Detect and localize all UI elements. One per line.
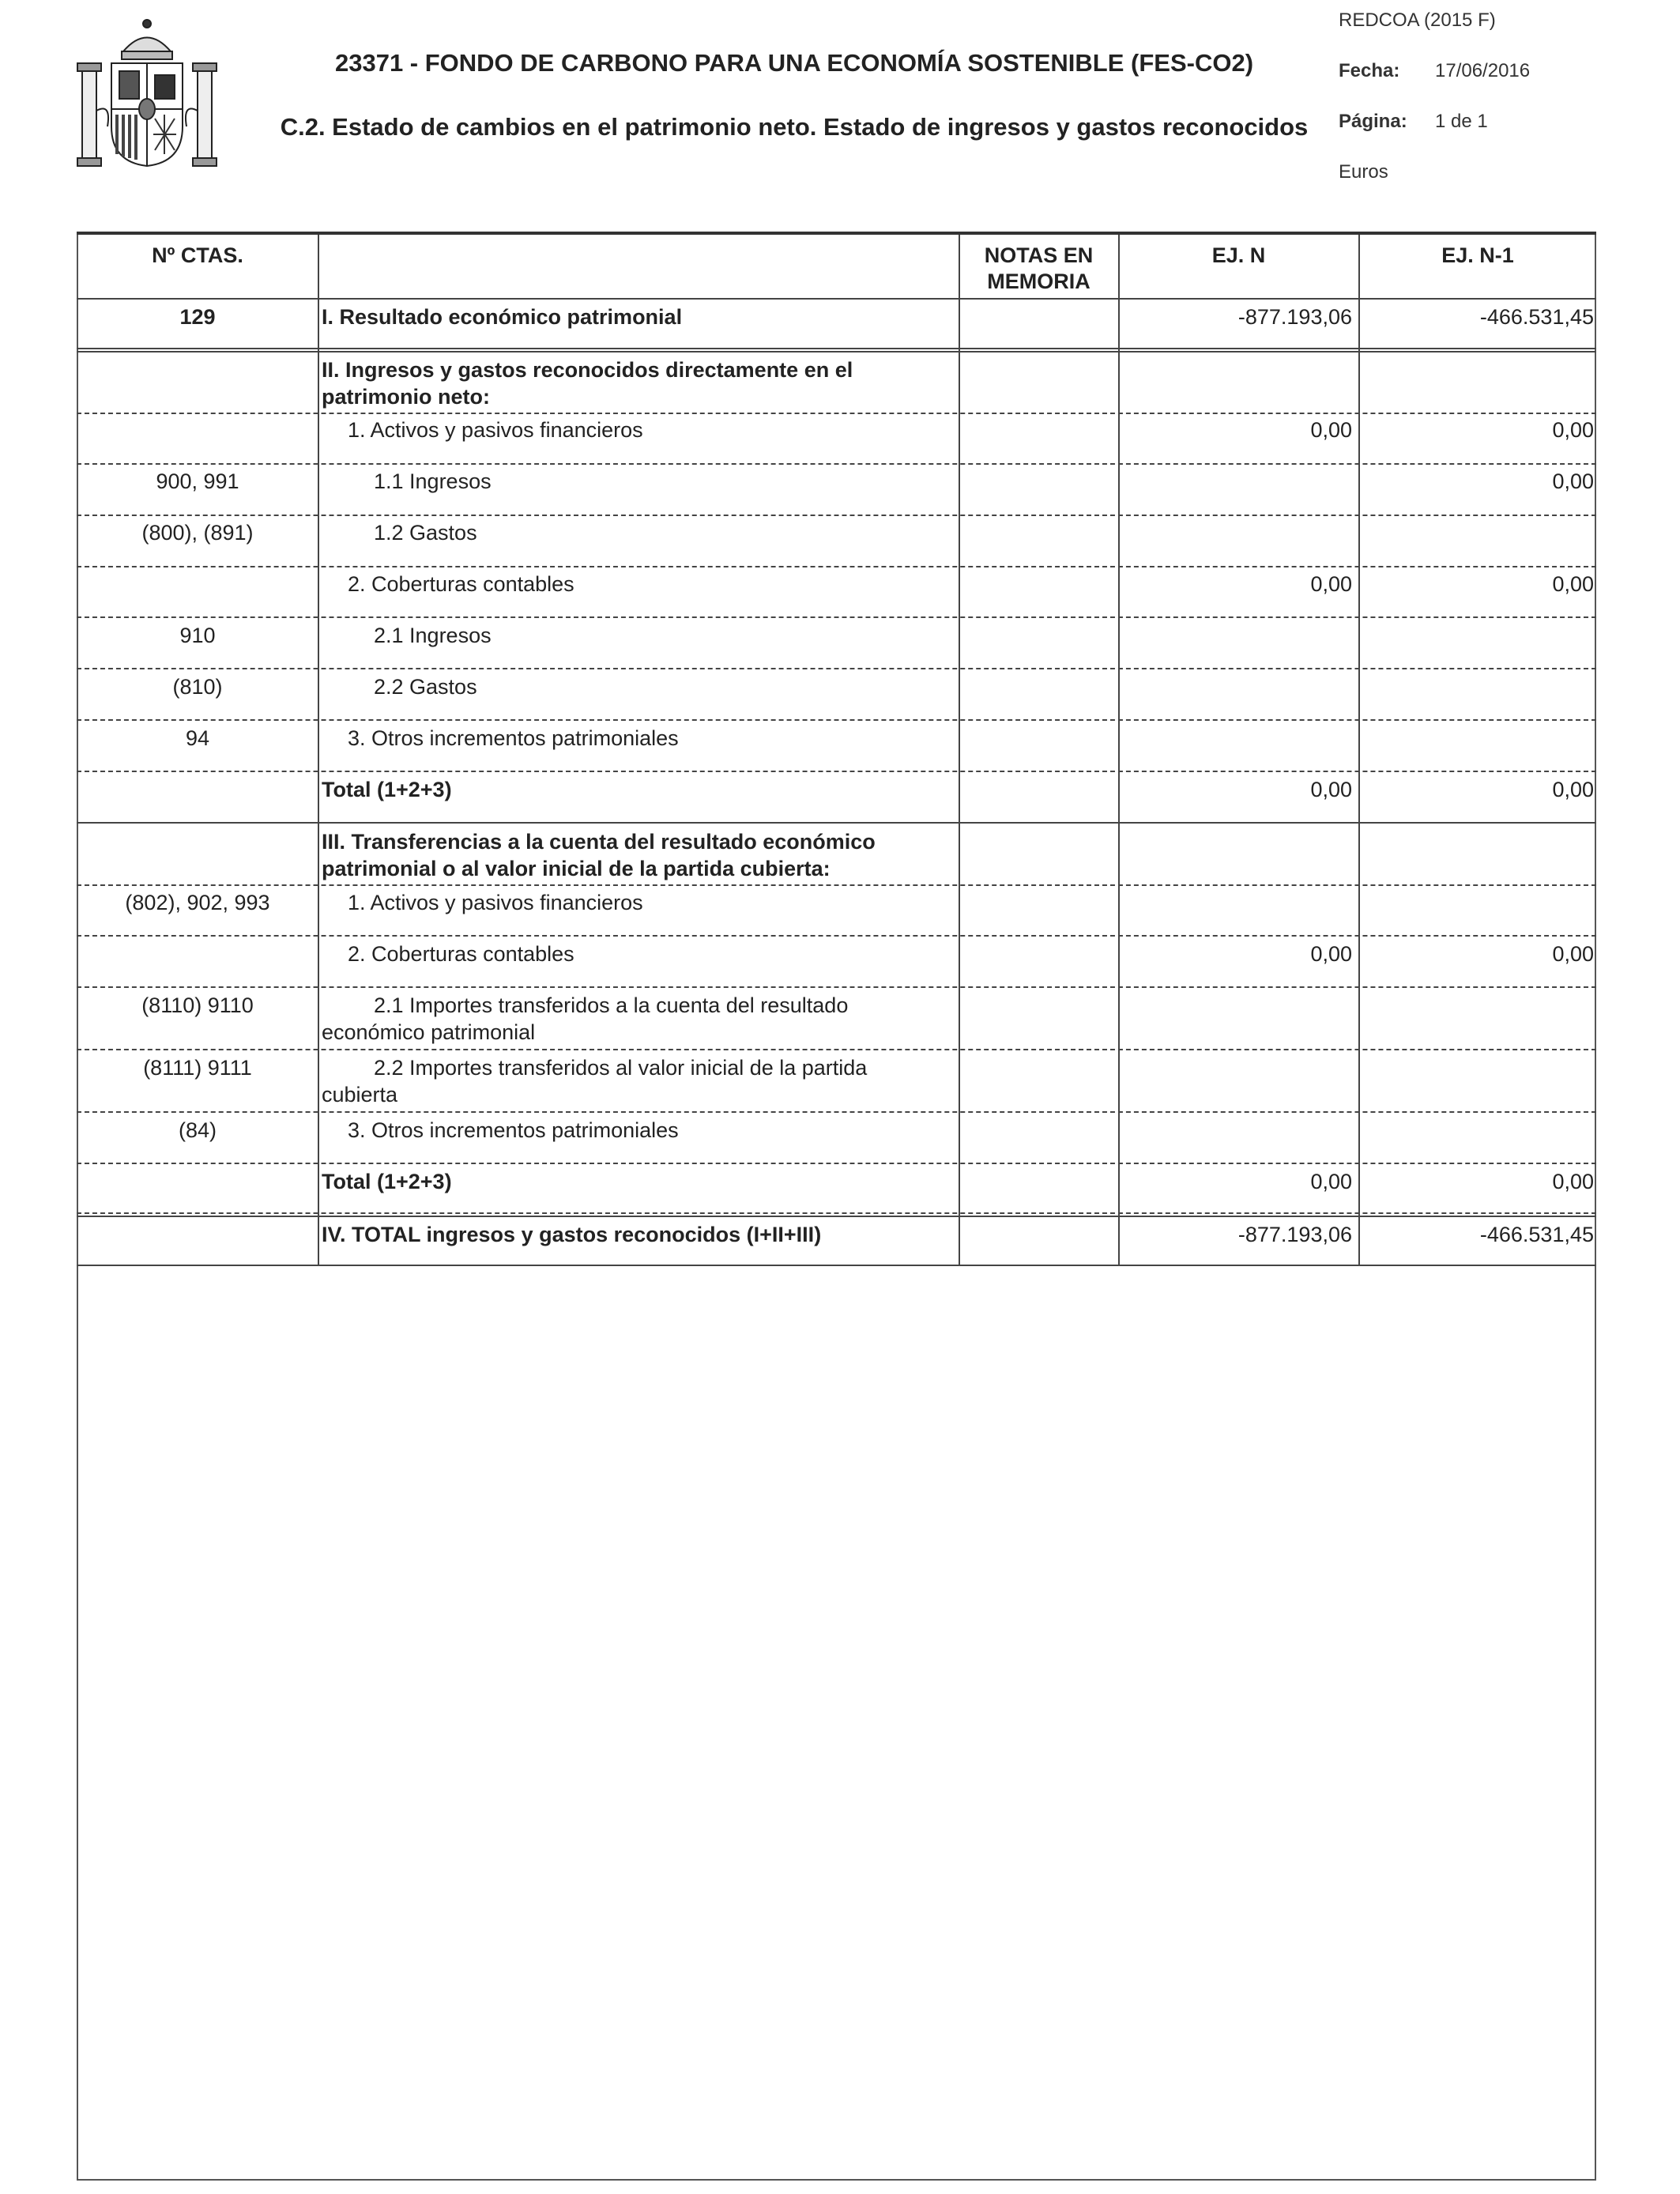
- row-divider: [77, 1163, 1596, 1164]
- table-row-accounts: 910: [179, 624, 216, 647]
- table-row-concept: 3. Otros incrementos patrimoniales: [348, 726, 679, 750]
- row-divider: [77, 668, 1596, 669]
- table-row-accounts: 129: [179, 305, 216, 329]
- table-row-concept: I. Resultado económico patrimonial: [322, 305, 683, 329]
- coat-of-arms-icon: [76, 16, 218, 170]
- table-row-year-n: 0,00: [1310, 778, 1352, 801]
- table-top-rule: [77, 232, 1596, 235]
- row-divider: [77, 719, 1596, 721]
- table-row-concept: III. Transferencias a la cuenta del resultado económico patrimonial o al valor inicial de la partida cubierta:: [322, 830, 876, 880]
- row-divider: [77, 515, 1596, 516]
- table-row-concept: II. Ingresos y gastos reconocidos directamente en el patrimonio neto:: [322, 358, 853, 409]
- column-header-year-n: EJ. N: [1211, 243, 1266, 267]
- row-divider: [77, 413, 1596, 414]
- table-row-accounts: (810): [172, 675, 223, 699]
- row-divider: [77, 566, 1596, 567]
- table-row-year-n1: 0,00: [1552, 942, 1594, 966]
- table-row-year-n: 0,00: [1310, 572, 1352, 596]
- table-row-accounts: 94: [185, 726, 210, 750]
- row-divider: [77, 463, 1596, 465]
- table-row-year-n: 0,00: [1310, 942, 1352, 966]
- report-code: REDCOA (2015 F): [1339, 9, 1496, 31]
- column-header-accounts: Nº CTAS.: [152, 243, 243, 267]
- row-divider: [77, 298, 1596, 300]
- table-row-concept: IV. TOTAL ingresos y gastos reconocidos (I+II+III): [322, 1223, 822, 1246]
- table-row-accounts: (8110) 9110: [141, 993, 254, 1017]
- row-divider: [77, 935, 1596, 937]
- table-row-year-n1: -466.531,45: [1479, 1223, 1594, 1246]
- table-row-concept: 1.1 Ingresos: [374, 469, 492, 493]
- table-row-concept: 1. Activos y pasivos financieros: [348, 891, 643, 914]
- table-row-year-n: 0,00: [1310, 1170, 1352, 1193]
- table-row-year-n1: 0,00: [1552, 418, 1594, 442]
- table-row-year-n1: 0,00: [1552, 1170, 1594, 1193]
- row-divider: [77, 1265, 1596, 1266]
- column-header-year-n1: EJ. N-1: [1441, 243, 1514, 267]
- table-row-concept: 2.1 Importes transferidos a la cuenta del resultado económico patrimonial: [322, 993, 849, 1044]
- table-row-year-n1: 0,00: [1552, 469, 1594, 493]
- column-header-notes: NOTAS EN MEMORIA: [984, 243, 1094, 293]
- table-row-year-n1: 0,00: [1552, 778, 1594, 801]
- table-row-accounts: (84): [178, 1118, 217, 1142]
- table-row-concept: 3. Otros incrementos patrimoniales: [348, 1118, 679, 1142]
- table-row-concept: 2.2 Importes transferidos al valor inicial de la partida cubierta: [322, 1056, 868, 1106]
- row-divider: [77, 884, 1596, 886]
- table-row-year-n1: -466.531,45: [1479, 305, 1594, 329]
- table-row-concept: Total (1+2+3): [322, 1170, 452, 1193]
- row-divider: [77, 616, 1596, 618]
- table-row-accounts: (800), (891): [141, 521, 254, 545]
- page-label: Página:: [1339, 111, 1407, 132]
- table-row-concept: 1.2 Gastos: [374, 521, 477, 545]
- document-title: 23371 - FONDO DE CARBONO PARA UNA ECONOMÍA SOSTENIBLE (FES-CO2): [334, 49, 1254, 77]
- table-row-concept: 2. Coberturas contables: [348, 942, 574, 966]
- table-row-accounts: (8111) 9111: [143, 1056, 252, 1080]
- table-row-concept: 2. Coberturas contables: [348, 572, 574, 596]
- row-divider: [77, 351, 1596, 352]
- table-row-year-n: -877.193,06: [1237, 305, 1352, 329]
- row-divider: [77, 771, 1596, 772]
- page-value: 1 de 1: [1435, 111, 1488, 132]
- table-row-year-n: 0,00: [1310, 418, 1352, 442]
- document-subtitle: C.2. Estado de cambios en el patrimonio neto. Estado de ingresos y gastos reconocidos: [280, 113, 1309, 141]
- table-row-year-n1: 0,00: [1552, 572, 1594, 596]
- table-row-year-n: -877.193,06: [1237, 1223, 1352, 1246]
- table-row-concept: 1. Activos y pasivos financieros: [348, 418, 643, 442]
- table-row-concept: 2.1 Ingresos: [374, 624, 492, 647]
- row-divider: [77, 822, 1596, 824]
- table-row-concept: 2.2 Gastos: [374, 675, 477, 699]
- table-row-accounts: 900, 991: [156, 469, 239, 493]
- date-value: 17/06/2016: [1435, 60, 1531, 81]
- row-divider: [77, 1212, 1596, 1214]
- table-row-concept: Total (1+2+3): [322, 778, 452, 801]
- row-divider: [77, 348, 1596, 349]
- table-row-accounts: (802), 902, 993: [125, 891, 270, 914]
- row-divider: [77, 986, 1596, 988]
- currency-label: Euros: [1339, 161, 1388, 183]
- row-divider: [77, 1049, 1596, 1050]
- row-divider: [77, 1216, 1596, 1217]
- date-label: Fecha:: [1339, 60, 1400, 81]
- row-divider: [77, 1111, 1596, 1113]
